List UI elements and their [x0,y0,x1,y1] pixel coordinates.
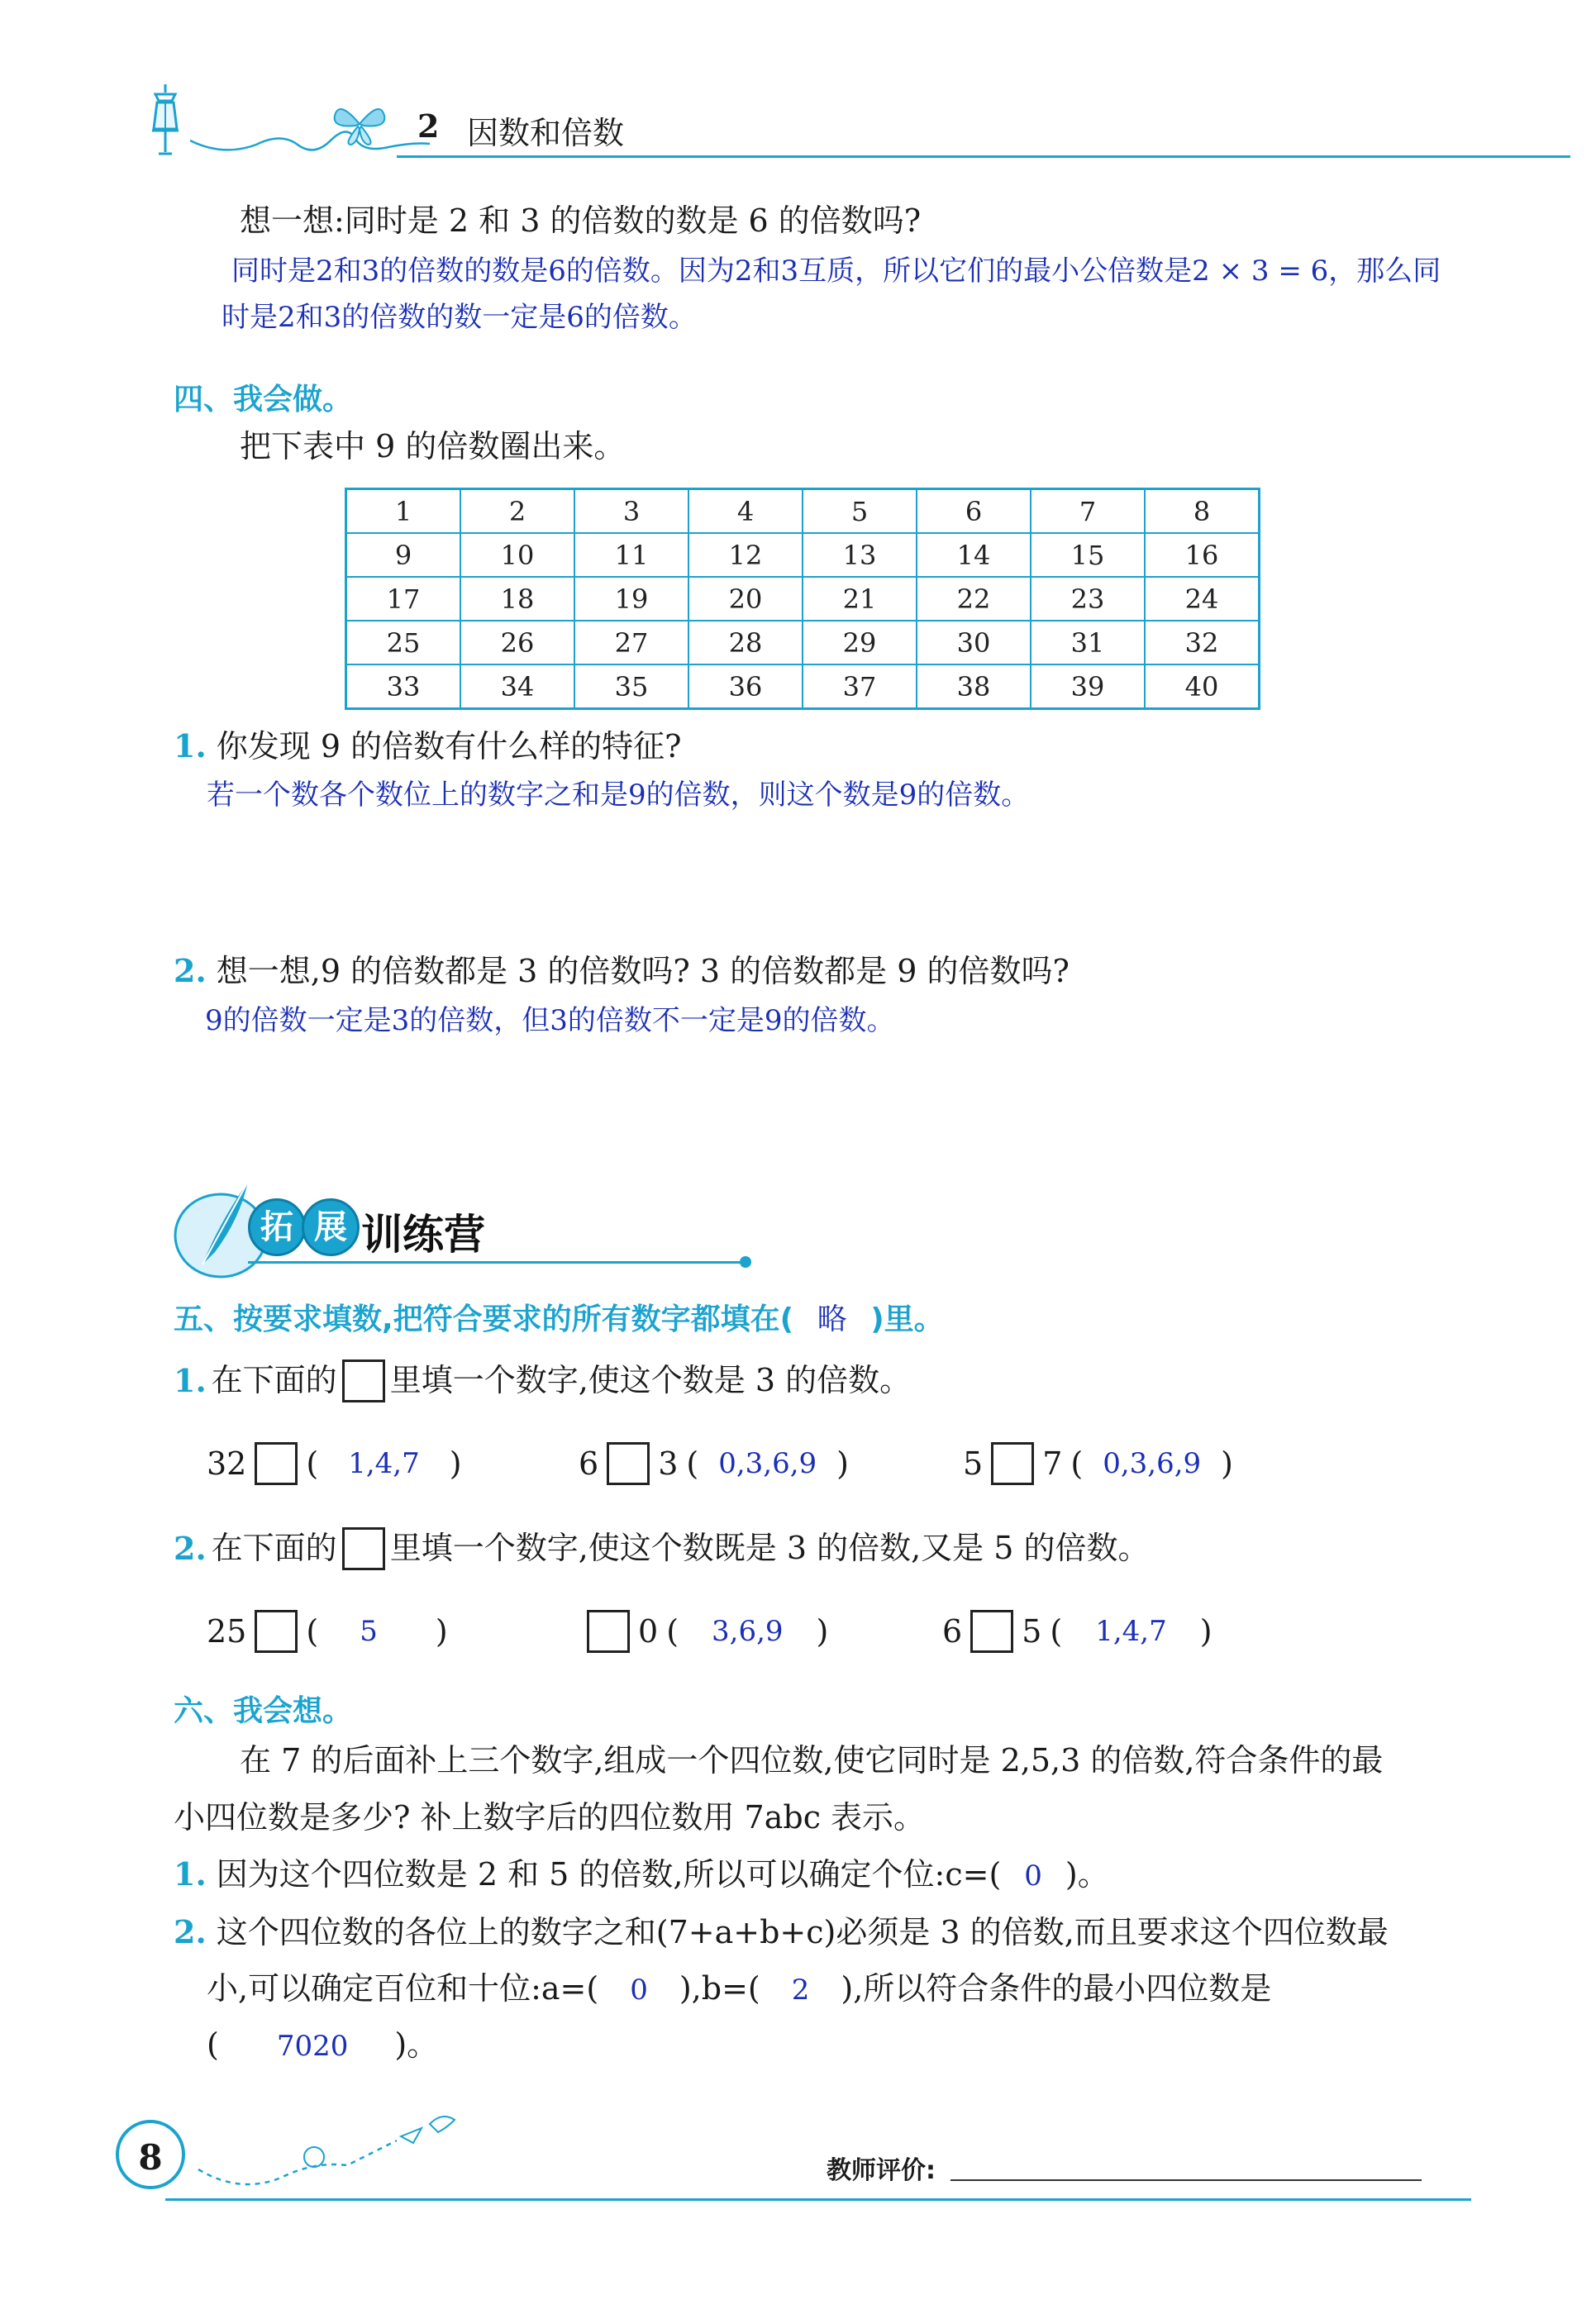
section6-q2-line2 [207,1970,1271,2008]
table-cell[interactable]: 40 [1145,664,1260,709]
fill-item [942,1610,1212,1653]
section5-q1-items [207,1442,1446,1492]
table-cell[interactable]: 5 [803,489,917,534]
answer-b: 2 [791,1974,810,2007]
think-question: 想一想:同时是 2 和 3 的倍数的数是 6 的倍数吗? [240,202,922,239]
table-row [346,533,1260,577]
fill-before: 25 [207,1613,247,1650]
table-row [346,577,1260,621]
section4-instruction: 把下表中 9 的倍数圈出来。 [240,428,626,464]
paren-close: ) [1221,1445,1233,1482]
section5-title [174,1296,944,1338]
fill-after: 5 [1022,1613,1042,1650]
fill-before: 6 [579,1445,599,1482]
section4-q2 [174,952,1070,991]
q2-line3-part-a: ( [207,2026,219,2063]
fill-box[interactable] [255,1610,298,1653]
section5-q1 [174,1359,911,1402]
section6-title: 六、我会想。 [174,1694,353,1728]
table-cell[interactable]: 13 [803,533,917,577]
lantern-icon [141,83,190,157]
answer-c: 0 [1024,1859,1042,1893]
section4-q1 [174,727,681,766]
table-cell[interactable]: 14 [917,533,1031,577]
table-cell[interactable]: 11 [574,533,688,577]
question-number: 2. [174,952,207,989]
fill-box[interactable] [255,1442,298,1485]
question-text-pre: 在下面的 [211,1362,337,1399]
question-number: 1. [174,1362,207,1400]
fill-answer: 3,6,9 [712,1615,784,1648]
teacher-eval-label: 教师评价: [827,2156,936,2185]
fill-before: 6 [942,1613,963,1650]
section5-title-suffix: )里。 [870,1302,944,1336]
question-number: 2. [174,1913,207,1950]
answer-a: 0 [630,1974,648,2007]
paren-close: ) [836,1445,849,1482]
table-cell[interactable]: 19 [574,577,688,621]
table-cell[interactable]: 4 [688,489,803,534]
question-number: 1. [174,1855,207,1893]
section6-q2-line1 [174,1913,1389,1952]
table-cell[interactable]: 34 [460,664,574,709]
section4-q2-answer: 9的倍数一定是3的倍数，但3的倍数不一定是9的倍数。 [205,1004,895,1037]
question-text-post: 里填一个数字,使这个数是 3 的倍数。 [389,1362,912,1399]
question-text-post: 里填一个数字,使这个数既是 3 的倍数,又是 5 的倍数。 [389,1530,1150,1567]
table-cell[interactable]: 22 [917,577,1031,621]
fill-item [579,1442,849,1485]
paren-close: ) [816,1613,829,1650]
fill-box[interactable] [587,1610,630,1653]
banner-char-2: 展 [302,1198,360,1256]
paren-open: ( [686,1445,699,1482]
question-number: 2. [174,1530,207,1568]
table-cell[interactable]: 10 [460,533,574,577]
paren-open: ( [1070,1445,1084,1482]
table-cell[interactable]: 28 [688,621,803,664]
table-cell[interactable]: 23 [1031,577,1145,621]
fill-before: 32 [207,1445,247,1482]
question-end: )。 [1065,1856,1109,1893]
fill-after: 0 [638,1613,659,1650]
paren-open: ( [306,1445,319,1482]
answer-final: 7020 [276,2030,349,2063]
fill-item [207,1610,448,1653]
fill-after: 3 [658,1445,679,1482]
table-row [346,621,1260,664]
footer-rule [165,2198,1471,2201]
page-footer [116,2103,1488,2219]
section5-q2-items [207,1610,1446,1659]
table-cell[interactable]: 15 [1031,533,1145,577]
fill-answer: 1,4,7 [348,1447,420,1480]
question-text: 想一想,9 的倍数都是 3 的倍数吗? 3 的倍数都是 9 的倍数吗? [216,953,1070,989]
page-number-circle [116,2120,185,2189]
table-row [346,489,1260,534]
paren-close: ) [435,1613,448,1650]
question-number: 1. [174,727,207,764]
table-cell[interactable]: 32 [1145,621,1260,664]
table-cell[interactable]: 7 [1031,489,1145,534]
section4-title: 四、我会做。 [174,383,353,417]
paren-open: ( [306,1613,319,1650]
fill-box[interactable] [607,1442,650,1485]
question-text-pre: 在下面的 [211,1530,337,1567]
table-cell[interactable]: 27 [574,621,688,664]
paren-open: ( [666,1613,679,1650]
table-cell[interactable]: 37 [803,664,917,709]
banner-char-1: 拓 [248,1198,306,1256]
section6-intro-line2: 小四位数是多少? 补上数字后的四位数用 7abc 表示。 [174,1799,926,1836]
fill-box[interactable] [970,1610,1013,1653]
fill-answer: 1,4,7 [1095,1615,1167,1648]
chapter-title: 因数和倍数 [467,115,625,151]
q2-line2-part-b: ),b=( [679,1970,760,2007]
section6-q1 [174,1855,1109,1894]
table-cell[interactable]: 17 [346,577,461,621]
banner-underline [248,1261,744,1264]
fill-before: 5 [963,1445,984,1482]
question-text: 你发现 9 的倍数有什么样的特征? [216,728,682,764]
fill-box[interactable] [991,1442,1034,1485]
multiples-table [345,488,1260,710]
think-answer-line1: 同时是2和3的倍数的数是6的倍数。因为2和3互质，所以它们的最小公倍数是2 × 3 = 6，那么同 [231,255,1441,288]
table-cell[interactable]: 9 [346,533,461,577]
section4-q1-answer: 若一个数各个数位上的数字之和是9的倍数，则这个数是9的倍数。 [207,779,1030,812]
table-cell[interactable]: 29 [803,621,917,664]
table-cell[interactable]: 12 [688,533,803,577]
section5-q2 [174,1527,1150,1570]
chapter-number: 2 [417,107,440,145]
table-cell[interactable]: 8 [1145,489,1260,534]
question-text: 这个四位数的各位上的数字之和(7+a+b+c)必须是 3 的倍数,而且要求这个四位数最 [216,1914,1389,1950]
fill-answer: 5 [360,1615,378,1648]
table-cell[interactable]: 31 [1031,621,1145,664]
table-cell[interactable]: 16 [1145,533,1260,577]
table-cell[interactable]: 33 [346,664,461,709]
fill-answer: 0,3,6,9 [1103,1447,1202,1480]
page-header [132,83,1579,165]
fill-answer: 0,3,6,9 [718,1447,817,1480]
q2-line3-part-b: )。 [394,2026,439,2063]
think-answer-line2: 时是2和3的倍数的数一定是6的倍数。 [222,301,697,334]
blank-box-sample [342,1359,385,1402]
table-cell[interactable]: 30 [917,621,1031,664]
fill-item [587,1610,828,1653]
footer-dotted-decoration [190,2103,521,2202]
table-cell[interactable]: 39 [1031,664,1145,709]
table-cell[interactable]: 20 [688,577,803,621]
table-cell[interactable]: 26 [460,621,574,664]
butterfly-icon [331,99,388,149]
table-cell[interactable]: 36 [688,664,803,709]
fill-item [963,1442,1233,1485]
table-cell[interactable]: 2 [460,489,574,534]
table-row [346,664,1260,709]
paren-close: ) [1199,1613,1212,1650]
page-number: 8 [138,2137,163,2178]
section5-title-prefix: 五、按要求填数,把符合要求的所有数字都填在( [174,1302,794,1336]
table-cell[interactable]: 1 [346,489,461,534]
table-cell[interactable]: 25 [346,621,461,664]
section5-title-answer: 略 [817,1302,847,1336]
q2-line2-part-c: ),所以符合条件的最小四位数是 [841,1970,1272,2007]
table-cell[interactable]: 3 [574,489,688,534]
table-cell[interactable]: 35 [574,664,688,709]
banner-text: 训练营 [361,1211,485,1259]
section6-intro-line1: 在 7 的后面补上三个数字,组成一个四位数,使它同时是 2,5,3 的倍数,符合条件的最 [240,1742,1384,1779]
table-cell[interactable]: 21 [803,577,917,621]
question-text: 因为这个四位数是 2 和 5 的倍数,所以可以确定个位:c=( [216,1856,1002,1893]
fill-after: 7 [1042,1445,1063,1482]
table-cell[interactable]: 18 [460,577,574,621]
paren-open: ( [1050,1613,1063,1650]
paren-close: ) [449,1445,462,1482]
blank-box-sample [342,1527,385,1570]
banner-dot [740,1256,751,1268]
teacher-eval-line[interactable] [950,2179,1422,2181]
table-cell[interactable]: 24 [1145,577,1260,621]
table-cell[interactable]: 6 [917,489,1031,534]
extension-banner [169,1174,765,1281]
q2-line2-part-a: 小,可以确定百位和十位:a=( [207,1970,599,2007]
header-rule [397,155,1570,158]
fill-item [207,1442,462,1485]
table-cell[interactable]: 38 [917,664,1031,709]
section6-q2-line3 [207,2026,438,2064]
